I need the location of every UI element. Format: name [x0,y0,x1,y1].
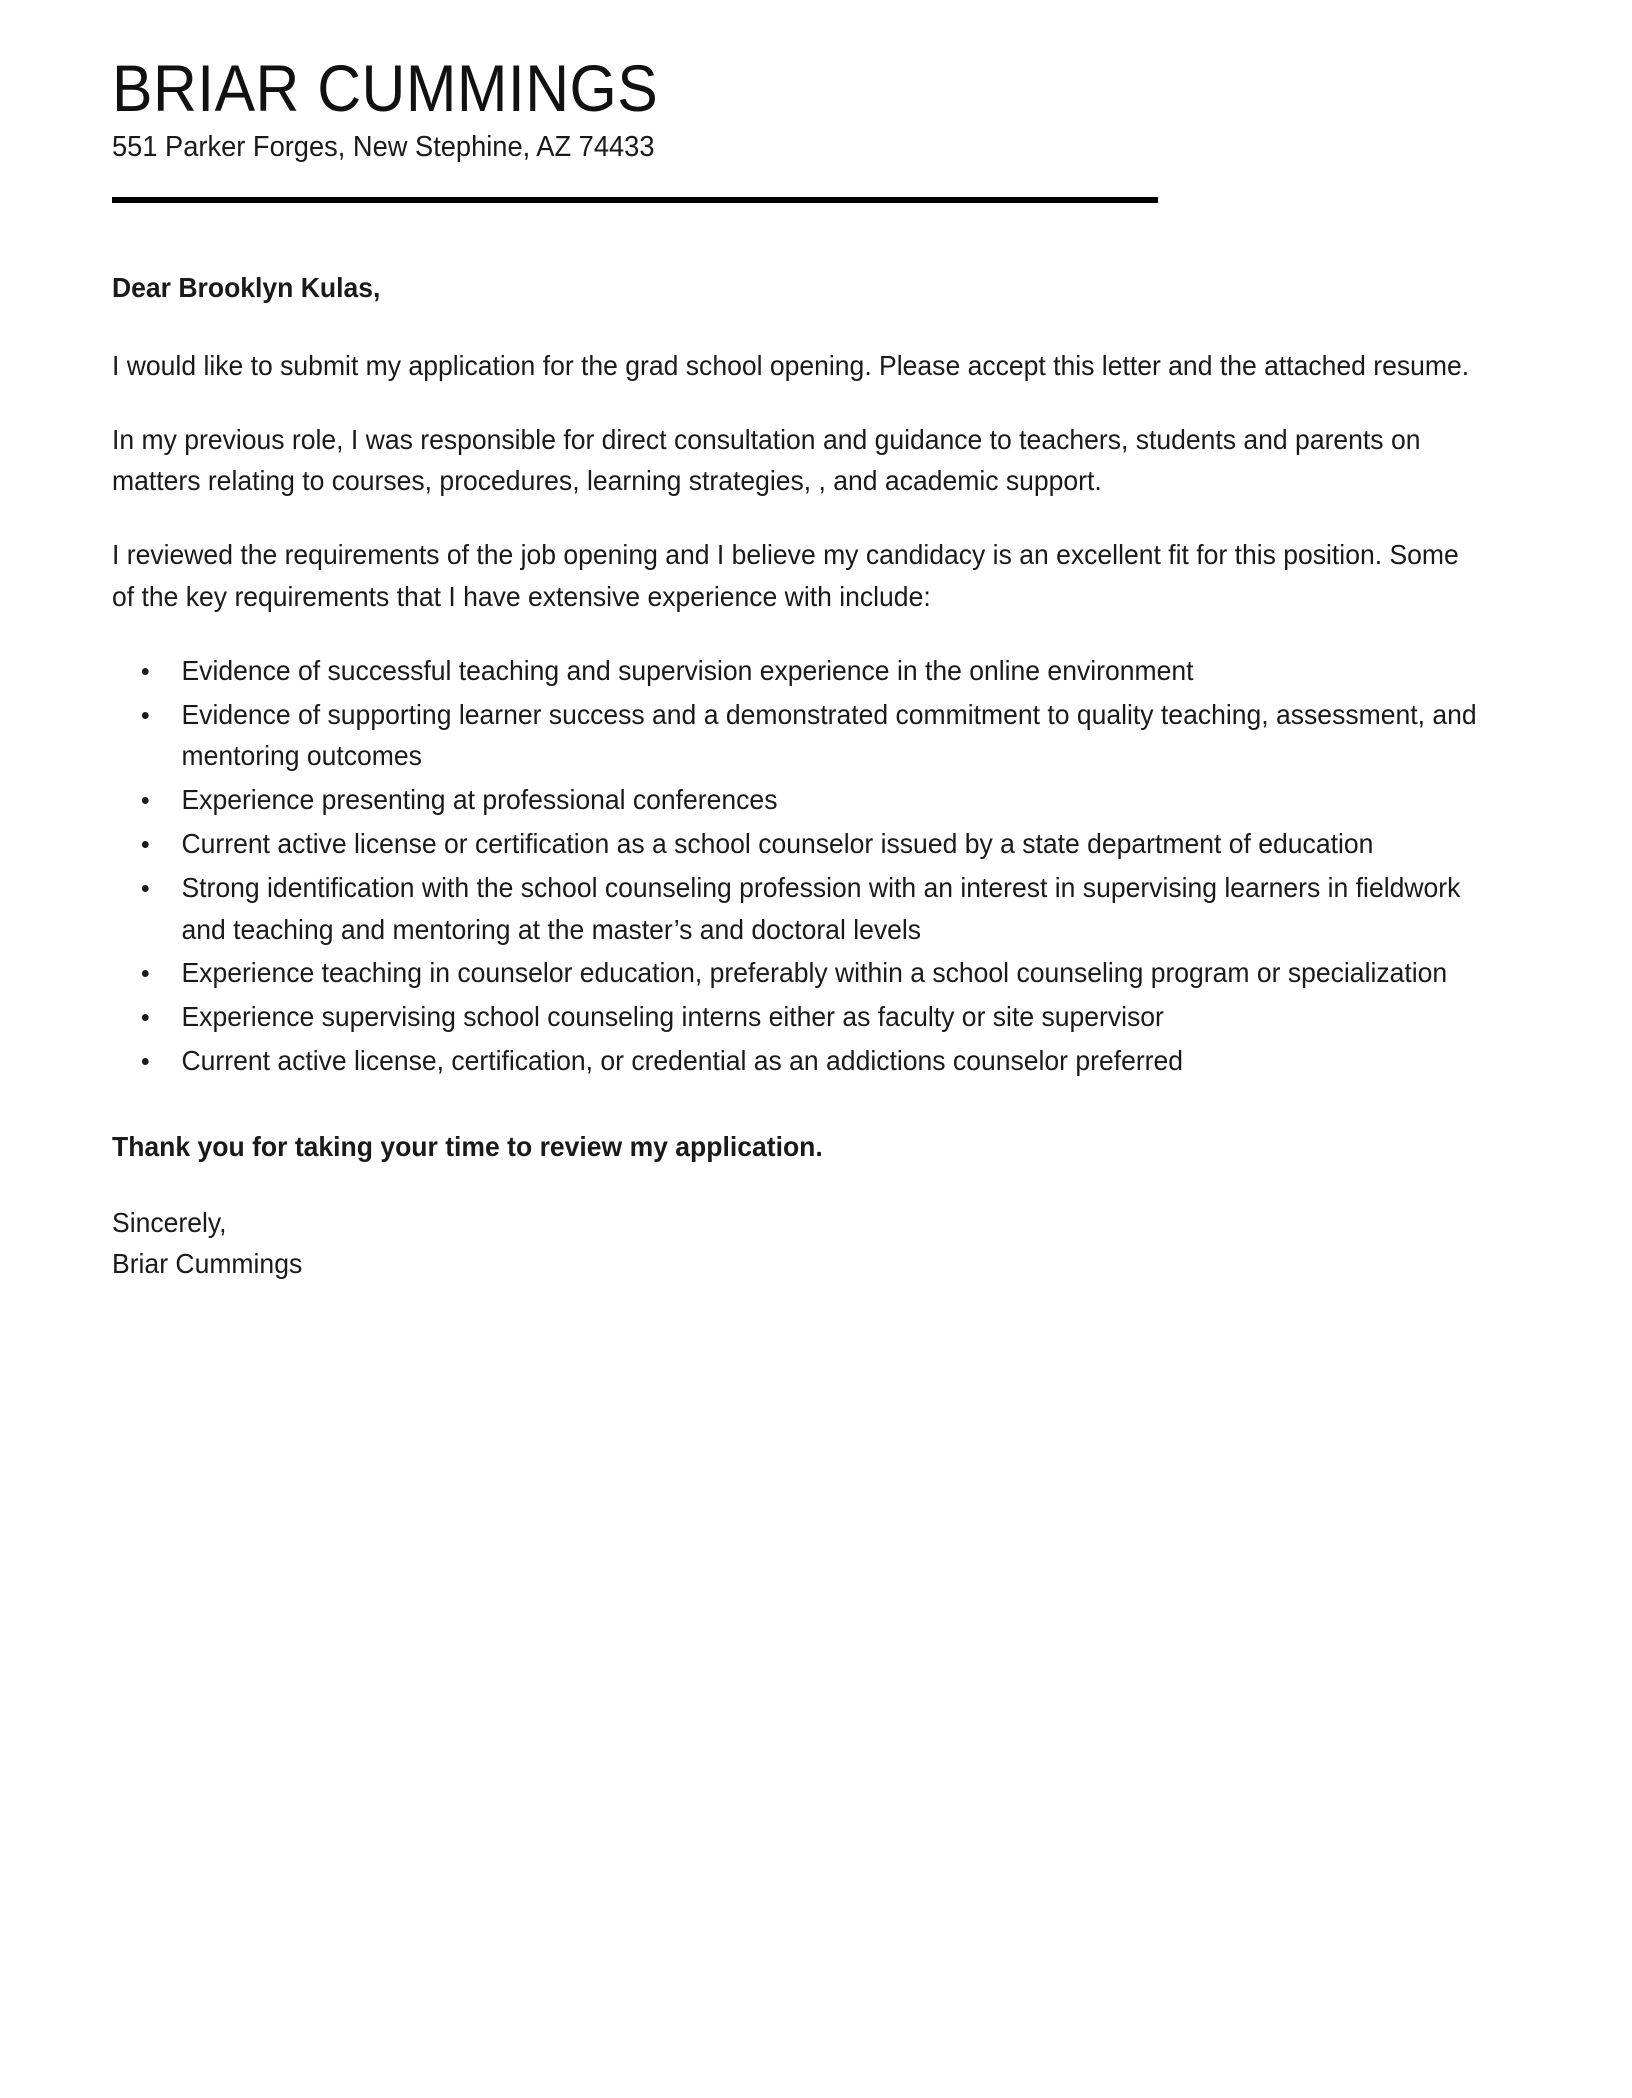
paragraph-intro: I would like to submit my application for the grad school opening. Please accept this letter and the attached resume. [112,349,1470,381]
list-item [112,779,1482,821]
list-item-label: Experience teaching in counselor education, preferably within a school counseling program or specialization [181,957,1448,989]
bullet-dot-icon [142,885,149,892]
list-item [112,996,1482,1038]
list-item [112,823,1482,865]
list-item [112,867,1482,951]
paragraph-requirements-intro: I reviewed the requirements of the job opening and I believe my candidacy is an excellent fit for this position. Some of the key requirements that I have extensive experience with include: [112,539,1459,613]
list-item [112,952,1482,994]
bullet-dot-icon [142,841,149,848]
list-item-label: Strong identification with the school counseling profession with an interest in supervising learners in fieldwork and teaching and mentoring at the master’s and doctoral levels [181,871,1461,945]
list-item-label: Experience supervising school counseling interns either as faculty or site supervisor [181,1001,1164,1033]
list-item [112,1040,1482,1082]
requirements-list [112,650,1532,1082]
list-item-label: Experience presenting at professional conferences [181,784,778,816]
list-item-label: Current active license, certification, or credential as an addictions counselor preferred [181,1045,1184,1076]
list-item [112,694,1482,778]
signoff-closing: Sincerely, [112,1206,227,1238]
letter-header [112,52,1524,205]
bullet-dot-icon [142,668,149,675]
signoff-block [112,1202,1532,1286]
list-item-label: Evidence of supporting learner success and a demonstrated commitment to quality teaching, assessment, and mentoring outcomes [181,698,1477,772]
bullet-dot-icon [142,797,149,804]
salutation: Dear Brooklyn Kulas, [112,272,381,304]
list-item-label: Evidence of successful teaching and supervision experience in the online environment [181,654,1194,686]
closing-thanks: Thank you for taking your time to review my application. [112,1130,823,1162]
address-line: 551 Parker Forges, New Stephine, AZ 74433 [112,130,655,163]
bullet-dot-icon [142,970,149,977]
bullet-dot-icon [142,1014,149,1021]
bullet-dot-icon [142,712,149,719]
signoff-name: Briar Cummings [112,1248,303,1280]
list-item-label: Current active license or certification as a school counselor issued by a state department of education [181,828,1374,860]
letter-body [112,267,1532,1285]
list-item [112,650,1482,692]
bullet-dot-icon [142,1058,149,1065]
page-title: BRIAR CUMMINGS [112,51,659,125]
header-divider [112,197,1158,203]
paragraph-previous-role: In my previous role, I was responsible for direct consultation and guidance to teachers, students and parents on matters relating to courses, procedures, learning strategies, , and academic support. [112,423,1421,497]
